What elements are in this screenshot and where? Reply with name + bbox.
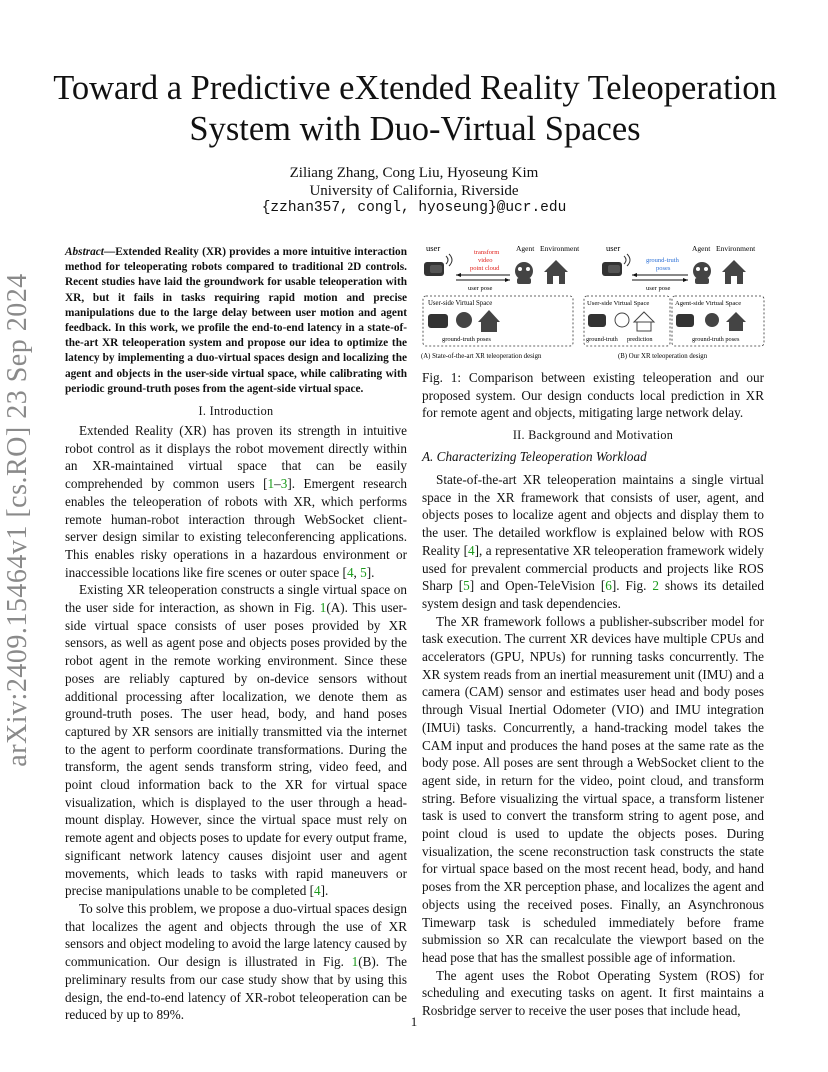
citation-link[interactable]: 5: [360, 564, 367, 580]
intro-paragraph-3: To solve this problem, we propose a duo-virtual spaces design that localizes the agent and objects through the use of XR sensors and object modeling to avoid the large latency caused by communication. Our design is illustrated in Fig. 1(B). The preliminary results from our case study show that by using this design, the end-to-end latency of XR-robot teleoperation can be reduced by up to 89%.: [65, 900, 408, 1023]
fig-a-userpose-label: user pose: [468, 285, 493, 292]
paper-title: Toward a Predictive eXtended Reality Teleoperation System with Duo-Virtual Spaces: [53, 69, 777, 148]
fig-b-gt2-label: poses: [656, 265, 671, 272]
subsection-heading-a: A. Characterizing Teleoperation Workload: [422, 449, 647, 464]
fig-b-gtlabel: ground-truth: [586, 336, 618, 343]
predicted-house-icon: [634, 312, 654, 322]
section-heading-background: II. Background and Motivation: [512, 428, 674, 442]
fig-b-agent-label: Agent: [692, 244, 711, 253]
robot-icon: [693, 262, 711, 284]
abstract: [65, 245, 407, 397]
house-icon: [726, 312, 746, 322]
bg-paragraph-1: State-of-the-art XR teleoperation maintains a single virtual space in the XR framework that consists of user, agent, and objects poses to localize agent and objects and display them to the user. The detailed workflow is explained below with ROS Reality [4], a representative XR teleoperation framework widely used for prevalent commercial products and projects like ROS Sharp [5] and Open-TeleVision [6]. Fig. 2 shows its detailed system design and task dependencies.: [422, 472, 764, 611]
citation-link[interactable]: 1: [267, 476, 275, 492]
fig-a-user-label: user: [426, 243, 441, 253]
house-icon: [544, 260, 568, 284]
fig-b-caption: (B) Our XR teleoperation design: [618, 353, 708, 360]
bg-paragraph-2: The XR framework follows a publisher-subscriber model for task execution. The current XR devices have multiple CPUs and accelerators (GPU, NPUs) for running tasks concurrently. The XR system reads from an inertial measurement unit (IMU) and a camera (CAM) sensor and estimates user head and body poses through Visual Inertial Odometer (VIO) and IMU integration (IMUi) tasks. Concurrently, a hand-tracking model takes the CAM input and produces the hand poses at the same rate as the body pose. All poses are sent through a WebSocket client to the agent side, in return for the video, point cloud, and transform string. Before visualizing the virtual space, a transform listener task is used to convert the transform string to agent pose, and point cloud is used to update the objects poses. During visualization, the scene reconstruction task constructs the state for virtual space based on the most recent head, body, and hand poses from the XR perception phase, and localizes the agent and objects using the received poses. Finally, an Asynchronous Timewarp task is scheduled immediately before frame submission so XR can recalculate the viewport based on the head pose that has the smallest possible age of information.: [422, 613, 764, 965]
citation-link[interactable]: 4: [314, 883, 321, 899]
figure-link[interactable]: 1: [351, 954, 359, 970]
section-heading-introduction: I. Introduction: [198, 404, 274, 418]
figure-link[interactable]: 1: [319, 600, 327, 616]
figure-1: [420, 238, 766, 362]
headset-icon: [588, 314, 606, 327]
fig-a-userspace-label: User-side Virtual Space: [428, 300, 493, 307]
fig-b-gt1-label: ground-truth: [646, 257, 679, 264]
fig-b-user-label: user: [606, 243, 621, 253]
figure-1-diagram: [420, 238, 766, 362]
fig-a-agent-label: Agent: [516, 244, 535, 253]
fig-b-agentspace-label: Agent-side Virtual Space: [675, 300, 742, 307]
robot-icon: [515, 262, 533, 284]
robot-icon: [705, 313, 719, 327]
citation-link[interactable]: 3: [280, 476, 288, 492]
figure-link[interactable]: 2: [652, 578, 659, 594]
page-number: 1: [410, 1014, 418, 1029]
abstract-label: Abstract: [65, 246, 104, 258]
fig-a-caption: (A) State-of-the-art XR teleoperation design: [421, 353, 542, 360]
paper-page: arXiv:2409.15464v1 [cs.RO] 23 Sep 2024 Toward a Predictive eXtended Reality Teleoperation System with Duo-Virtual Spaces Ziliang Zhang, Cong Liu, Hyoseung Kim University of California, Riverside {zzhan357, congl, hyoseung}@ucr.edu Abstract—Extended Reality (XR) provides a more intuitive interaction method for teleoperating robots compared to traditional 2D controls. Recent studies have laid the groundwork for usable teleoperation with XR, but it fails in tasks requiring rapid motion and precise manipulations due to the large delay between user motion and agent feedback. In this work, we profile the end-to-end latency in a state-of-the-art XR teleoperation system and propose our idea to optimize the latency by implementing a duo-virtual spaces design and localizing the agent and objects in the user-side virtual space, while calibrating with periodic ground-truth poses from the agent-side virtual space. I. Introduction Extended Reality (XR) has proven its strength in intuitive robot control as it displays the robot movement directly within an XR-maintained virtual space that can be easily comprehended by common users [1–3]. Emergent research enables the teleoperation of robots with XR, which performs remote human-robot interaction through WebSocket client-server design similar to existing teleconferencing applications. This enables risky operations in a hazardous environment or inaccessible locations like fire scenes or outer space [4, 5]. Existing XR teleoperation constructs a single virtual space on the user side for interaction, as shown in Fig. 1(A). This user-side virtual space consists of user poses provided by XR sensors, as well as agent pose and objects poses provided by the robot agent in the remote working environment. Since these poses are reliably captured by on-device sensors without additional processing after localization, we denote them as ground-truth poses. The user head, body, and hand poses captured by XR sensors are initially transmitted via the internet to the agent to perform coordinate transformations. During the transform, the agent sends transform string, video feed, and point cloud information back to the XR for virtual space visualization, which is displayed to the user through a head-mount display. However, since the virtual space must rely on remote agent and objects poses to update for every output frame, significant network latency causes disjoint user and agent movements, which leads to tasks with rapid maneuvers or precise manipulations unable to be completed [4]. To solve this problem, we propose a duo-virtual spaces design that localizes the agent and objects through the use of XR sensors and object modeling to avoid the large latency caused by communication. Our design is illustrated in Fig. 1(B). The preliminary results from our case study show that by using this design, the end-to-end latency of XR-robot teleoperation can be reduced by up to 89%. user transform video point cloud Agent Environment user pose User-side Virtual Space ground-truth poses (A) State-of-the-art XR teleoperation design user ground-truth poses Agent Environment user pose User-side Virtual Space Agent-side Virtual Space ground-truth prediction ground-truth poses (B) Our XR teleoperation design Fig. 1: Comparison between existing teleoperation and our proposed system. Our design conducts local prediction in XR for remote agent and objects, mitigating large network delay. II. Background and Motivation A. Characterizing Teleoperation Workload State-of-the-art XR teleoperation maintains a single virtual space in the XR framework that consists of user, agent, and objects poses to localize agent and objects and display them to the user. The detailed workflow is explained below with ROS Reality [4], a representative XR teleoperation framework widely used for prevalent commercial products and projects like ROS Sharp [5] and Open-TeleVision [6]. Fig. 2 shows its detailed system design and task dependencies. The XR framework follows a publisher-subscriber model for task execution. The current XR devices have multiple CPUs and accelerators (GPU, NPUs) for running tasks concurrently. The XR system reads from an inertial measurement unit (IMU) and a camera (CAM) sensor and estimates user head and body poses through Visual Inertial Odometer (VIO) and IMU integration (IMUi) tasks. Concurrently, a hand-tracking model takes the CAM input and produces the hand poses at the same rate as the body pose. All poses are sent through a WebSocket client to the agent side, in return for the video, point cloud, and transform string. Before visualizing the virtual space, a transform listener task is used to convert the transform string to agent pose, and point cloud is used to update the objects poses. During visualization, the scene reconstruction task constructs the state for virtual space based on the most recent head, body, and hand poses from the XR perception phase, and localizes the agent and objects using the received poses. Finally, an Asynchronous Timewarp task is scheduled immediately before frame submission so XR can recalculate the viewport based on the head pose that has the smallest possible age of information. The agent uses the Robot Operating System (ROS) for scheduling and executing tasks on agent. It first maintains a Rosbridge server to receive the user poses that include head, 1: [0, 0, 828, 1072]
intro-paragraph-1: Extended Reality (XR) has proven its strength in intuitive robot control as it displays the robot movement directly within an XR-maintained virtual space that can be easily comprehended by common users [1–3]. Emergent research enables the teleoperation of robots with XR, which performs remote human-robot interaction through WebSocket client-server design similar to existing teleconferencing applications. This enables risky operations in a hazardous environment or inaccessible locations like fire scenes or outer space [4, 5].: [65, 423, 407, 580]
fig-a-video-label: video: [478, 257, 493, 264]
headset-icon: [676, 314, 694, 327]
citation-link[interactable]: 4: [346, 564, 354, 580]
citation-link[interactable]: 6: [605, 578, 612, 594]
bg-paragraph-3: The agent uses the Robot Operating System (ROS) for scheduling and executing tasks on agent. It first maintains a Rosbridge server to receive the user poses that include head,: [422, 967, 764, 1019]
fig-a-gtposes-label: ground-truth poses: [442, 336, 491, 343]
fig-b-userpose-label: user pose: [646, 285, 671, 292]
figure-1-caption: Fig. 1: Comparison between existing teleoperation and our proposed system. Our design conducts local prediction in XR for remote agent and objects, mitigating large network delay.: [422, 370, 764, 421]
fig-a-pointcloud-label: point cloud: [470, 265, 500, 272]
fig-b-prediction-label: prediction: [627, 336, 653, 343]
intro-paragraph-2: Existing XR teleoperation constructs a single virtual space on the user side for interaction, as shown in Fig. 1(A). This user-side virtual space consists of user poses provided by XR sensors, as well as agent pose and objects poses provided by the robot agent in the remote working environment. Since these poses are reliably captured by on-device sensors without additional processing after localization, we denote them as ground-truth poses. The user head, body, and hand poses captured by XR sensors are initially transmitted via the internet to the agent to perform coordinate transformations. During the transform, the agent sends transform string, video feed, and point cloud information back to the XR for virtual space visualization, which is displayed to the user through a head-mount display. However, since the virtual space must rely on remote agent and objects poses to update for every output frame, significant network latency causes disjoint user and agent movements, which leads to tasks with rapid maneuvers or precise manipulations unable to be completed [4].: [65, 582, 407, 899]
headset-icon: [424, 254, 452, 276]
headset-icon: [602, 254, 630, 276]
robot-icon: [456, 312, 472, 328]
fig-b-gtposes-label: ground-truth poses: [692, 336, 740, 343]
intro-body: [65, 422, 407, 1024]
citation-link[interactable]: 4: [467, 542, 475, 558]
fig-b-userspace-label: User-side Virtual Space: [587, 300, 650, 307]
authors: Ziliang Zhang, Cong Liu, Hyoseung Kim: [289, 165, 539, 181]
fig-a-environment-label: Environment: [540, 244, 580, 253]
headset-icon: [428, 314, 448, 328]
house-icon: [722, 260, 746, 284]
house-icon: [478, 310, 500, 322]
predicted-robot-icon: [615, 313, 629, 327]
citation-link[interactable]: 5: [463, 578, 470, 594]
affiliation: University of California, Riverside: [309, 183, 519, 199]
fig-a-transform-label: transform: [474, 249, 500, 256]
email: {zzhan357, congl, hyoseung}@ucr.edu: [261, 200, 567, 216]
abstract-text: —Extended Reality (XR) provides a more intuitive interaction method for teleoperating robots compared to traditional 2D controls. Recent studies have laid the groundwork for usable teleoperation with XR, but it fails in tasks requiring rapid motion and precise manipulations due to the large delay between user motion and agent feedback. In this work, we profile the end-to-end latency in a state-of-the-art XR teleoperation system and propose our idea to optimize the latency by implementing a duo-virtual spaces design and localizing the agent and objects in the user-side virtual space, while calibrating with periodic ground-truth poses from the agent-side virtual space.: [65, 246, 407, 395]
background-body: [422, 471, 764, 1020]
fig-b-environment-label: Environment: [716, 244, 756, 253]
